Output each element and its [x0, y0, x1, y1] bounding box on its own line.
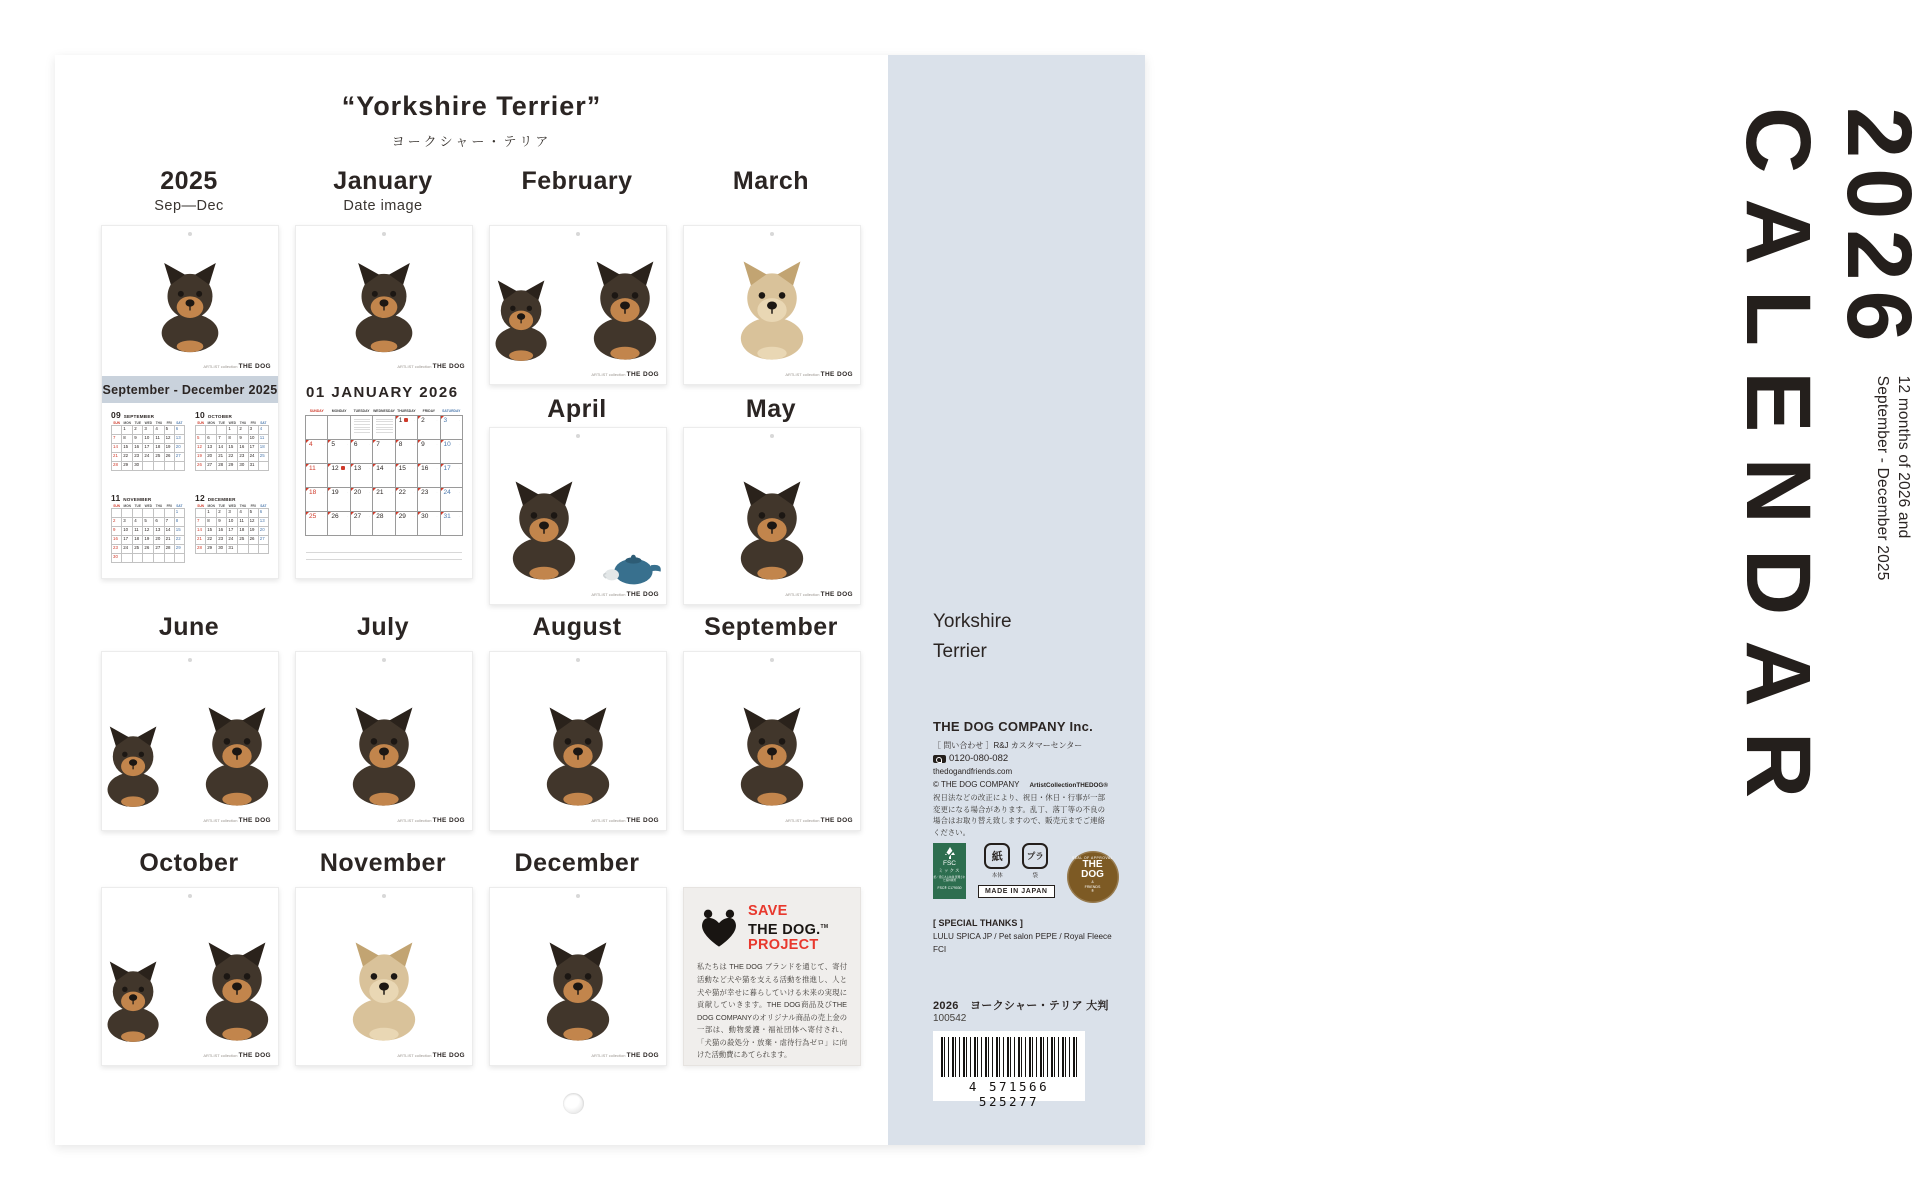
artlist-collection-brand: ARTLIST collection THE DOG	[785, 817, 853, 824]
made-in-japan-label: MADE IN JAPAN	[978, 885, 1055, 898]
artlist-collection-brand: ARTLIST collection THE DOG	[785, 371, 853, 378]
thumbnail-march	[683, 225, 861, 385]
month-label-december: December	[514, 849, 640, 877]
side-panel	[888, 55, 1930, 1145]
page-title-japanese: ヨークシャー・テリア	[391, 134, 552, 149]
month-label-march: March	[732, 167, 810, 195]
dog-photo	[102, 662, 278, 812]
dog-illustration	[523, 937, 633, 1047]
mini-month-december: 12 DECEMBER SUN MON TUE WED THU FRI SAT 1 2 3 4 5 6 7 8 9 10 11 12 13 14 15 16 17 18 19 20 21 22 23 24 25 26 27 28 29 30 31	[195, 493, 269, 568]
dog-photo	[684, 662, 860, 812]
artlist-collection-brand: ARTLIST collection THE DOG	[591, 817, 659, 824]
artlist-collection-brand: ARTLIST collection THE DOG	[203, 817, 271, 824]
dog-illustration	[329, 937, 439, 1047]
dog-photo	[490, 662, 666, 812]
fsc-logo: FSC ミックス 紙／責任ある林業 管理された森林資源 FSC® C179030	[933, 843, 966, 899]
fsc-tree-icon	[943, 847, 957, 860]
dog-illustration	[88, 957, 178, 1047]
save-the-dog-wordmark: SAVE THE DOG.™ PROJECT	[748, 903, 829, 953]
dog-photo	[102, 236, 278, 358]
dog-photo	[102, 898, 278, 1047]
thumbnail-september	[683, 651, 861, 831]
artlist-collection-brand: ARTLIST collection THE DOG	[591, 591, 659, 598]
thumbnail-2025	[101, 225, 279, 579]
page-title: “Yorkshire Terrier”	[341, 91, 602, 121]
dog-illustration	[334, 258, 434, 358]
mini-calendars	[111, 410, 269, 568]
january-grid-title: 01 JANUARY 2026	[306, 384, 459, 401]
dog-illustration	[88, 722, 178, 812]
mini-month-preview	[354, 419, 370, 433]
mini-month-preview	[376, 419, 392, 433]
thumbnail-january	[295, 225, 473, 579]
artlist-collection-brand: ARTLIST collection THE DOG	[591, 1052, 659, 1059]
artlist-collection-brand: ARTLIST collection THE DOG	[591, 371, 659, 378]
dog-photo	[490, 438, 666, 586]
phone-line	[933, 752, 1108, 765]
mini-month-october: 10 OCTOBER SUN MON TUE WED THU FRI SAT 1 2 3 4 5 6 7 8 9 10 11 12 13 14 15 16 17 18 19 20 21 22 23 24 25 26 27 28 29 30 31	[195, 410, 269, 485]
plastic-recycle-icon: プラ	[1022, 843, 1048, 869]
band-sep-dec-2025: September - December 2025	[102, 376, 278, 403]
artlist-collection-brand: ARTLIST collection THE DOG	[397, 363, 465, 370]
dog-illustration	[182, 702, 292, 812]
dog-photo	[296, 662, 472, 812]
artlist-collection-brand: ARTLIST collection THE DOG	[397, 817, 465, 824]
product-title: 2026 ヨークシャー・テリア 大判	[933, 1000, 1109, 1012]
year-heading: 2026	[1828, 107, 1930, 352]
dog-illustration	[717, 476, 827, 586]
heart-dog-icon	[698, 908, 740, 950]
free-dial-icon	[933, 755, 946, 763]
dog-illustration	[489, 476, 599, 586]
website-url[interactable]: thedogandfriends.com	[933, 767, 1013, 776]
special-thanks: [ SPECIAL THANKS ] LULU SPICA JP / Pet salon PEPE / Royal Fleece FCI	[933, 918, 1112, 954]
coverage-subtitle: 12 months of 2026 and September - December 2025	[1874, 375, 1912, 581]
mini-month-september: 09 SEPTEMBER SUN MON TUE WED THU FRI SAT 1 2 3 4 5 6 7 8 9 10 11 12 13 14 15 16 17 18 19 20 21 22 23 24 25 26 27 28 29 30	[111, 410, 185, 485]
dog-photo	[490, 898, 666, 1047]
thumbnail-october	[101, 887, 279, 1066]
dog-illustration	[140, 258, 240, 358]
thumbnail-august	[489, 651, 667, 831]
month-label-january: January Date image	[333, 167, 433, 214]
copyright-text: © THE DOG COMPANY	[933, 780, 1020, 789]
dog-illustration	[182, 937, 292, 1047]
the-dog-seal: SEAL OF APPROVAL THE DOG & FRIENDS ®	[1067, 851, 1119, 903]
barcode	[933, 1031, 1085, 1109]
dog-photo	[684, 236, 860, 366]
dog-illustration	[717, 702, 827, 812]
artlist-collection-brand: ARTLIST collection THE DOG	[785, 591, 853, 598]
month-label-september: September	[704, 613, 838, 641]
dog-illustration	[523, 702, 633, 812]
thumbnail-february	[489, 225, 667, 385]
contact-block	[933, 739, 1108, 792]
holiday-mark	[341, 466, 345, 470]
month-label-february: February	[521, 167, 633, 195]
recycle-marks: 紙 本体 プラ 袋 MADE IN JAPAN	[978, 843, 1055, 898]
month-label-july: July	[356, 613, 410, 641]
mini-month-november: 11 NOVEMBER SUN MON TUE WED THU FRI SAT 1 2 3 4 5 6 7 8 9 10 11 12 13 14 15 16 17 18 19 20 21 22 23 24 25 26 27 28 29 30	[111, 493, 185, 568]
month-label-june: June	[158, 613, 220, 641]
dog-photo	[684, 438, 860, 586]
thumbnail-december	[489, 887, 667, 1066]
breed-name: Yorkshire Terrier	[933, 611, 1012, 662]
calendar-heading: CALENDAR	[1727, 107, 1829, 824]
month-label-2025: 2025 Sep—Dec	[154, 167, 224, 214]
dog-photo	[296, 898, 472, 1047]
artlist-collection-brand: ARTLIST collection THE DOG	[397, 1052, 465, 1059]
save-the-dog-project-box	[683, 887, 861, 1066]
barcode-bars	[941, 1037, 1077, 1077]
month-label-august: August	[532, 613, 622, 641]
artlist-collection-brand: ARTLIST collection THE DOG	[203, 363, 271, 370]
collection-mark: ArtistCollectionTHEDOG®	[1029, 782, 1108, 789]
month-label-april: April	[547, 395, 607, 423]
dog-photo	[296, 236, 472, 358]
holiday-mark	[404, 418, 408, 422]
calendar-back-cover	[55, 55, 1930, 1145]
thumbnail-november	[295, 887, 473, 1066]
thumbnail-june	[101, 651, 279, 831]
hanging-hole	[563, 1093, 584, 1114]
dog-illustration	[476, 276, 566, 366]
january-date-grid: SUNDAY MONDAY TUESDAY WEDNESDAY THURSDAY FRIDAY SATURDAY · 1 · 2 · 3 · 4 · 5 · 6 · 7 · 8 · 9 · 10 · 11 · 12 · 13 · 14 · 15 · 16 · 17 · 18 · 19 · 20 · 21 · 22 · 23 · 24 · 25 · 26 · 27 · 28 · 29 · 30 · 31	[305, 408, 463, 536]
paper-recycle-icon: 紙	[984, 843, 1010, 869]
dog-photo	[490, 236, 666, 366]
save-the-dog-logo	[698, 904, 860, 953]
dog-illustration	[329, 702, 439, 812]
month-label-october: October	[139, 849, 239, 877]
company-name: THE DOG COMPANY Inc.	[933, 719, 1094, 734]
rotated-year-block	[1726, 107, 1928, 823]
memo-lines	[306, 552, 462, 566]
barcode-number: 4 571566 525277	[968, 1079, 1050, 1109]
thumbnail-july	[295, 651, 473, 831]
teapot-prop	[603, 546, 667, 586]
thumbnail-april	[489, 427, 667, 605]
product-code: 100542	[933, 1013, 967, 1024]
artlist-collection-brand: ARTLIST collection THE DOG	[203, 1052, 271, 1059]
legal-notice: 祝日法などの改正により、祝日・休日・行事が一部変更になる場合があります。乱丁、落丁等の不良の場合はお取り替え致しますので、販売元までご連絡ください。	[933, 793, 1105, 837]
month-label-may: May	[745, 395, 797, 423]
phone-number: 0120-080-082	[949, 753, 1009, 764]
dog-illustration	[717, 256, 827, 366]
contact-line: ［ 問い合わせ ］R&J カスタマーセンター	[933, 741, 1083, 750]
dog-illustration	[570, 256, 680, 366]
save-project-description: 私たちは THE DOG ブランドを通じて、寄付活動など犬や猫を支える活動を推進し、人と犬や猫が幸せに暮らしていける未来の実現に貢献していきます。THE DOG商品及びTHE DOG COMPANYのオリジナル商品の売上金の一部は、動物愛護・福祉団体へ寄付され、「犬猫の殺処分・放棄・虐待行為ゼロ」に向けた活動費にあてられます。	[697, 962, 847, 1060]
thumbnail-may	[683, 427, 861, 605]
month-label-november: November	[319, 849, 447, 877]
certification-logos	[933, 843, 1119, 903]
